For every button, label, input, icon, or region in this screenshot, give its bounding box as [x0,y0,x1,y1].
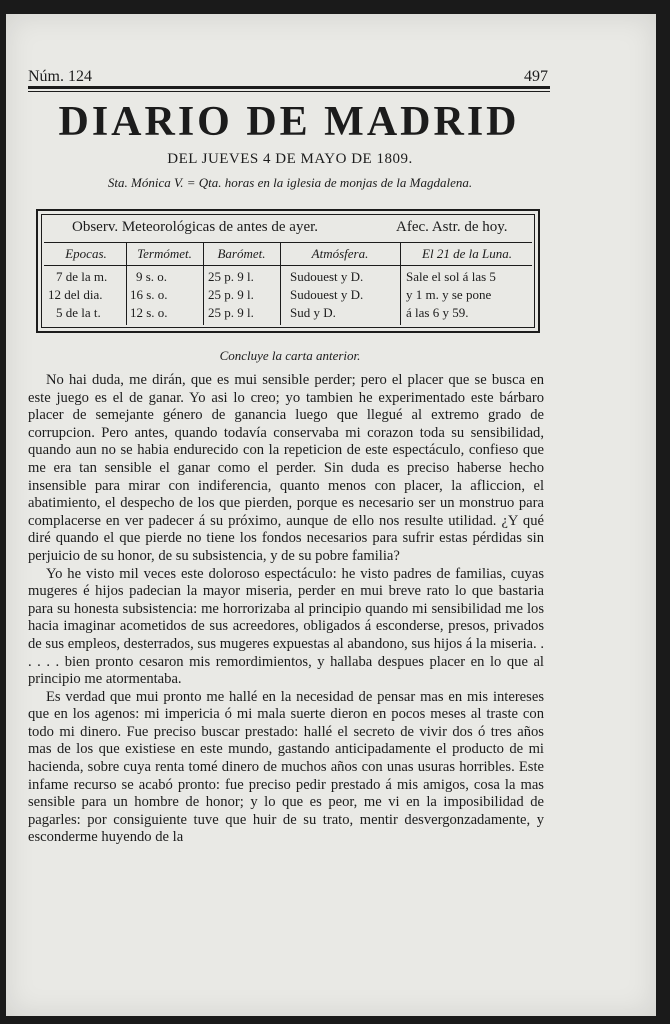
cell-termo: 16 s. o. [130,287,168,302]
col-header-barometro: Barómet. [217,246,266,261]
cell-epoca: 12 del dia. [48,287,103,302]
weather-table [36,209,540,333]
table-rule [44,242,532,243]
cell-atmos: Sudouest y D. [290,287,364,302]
article-body [28,372,544,847]
cell-termo: 9 s. o. [136,269,168,284]
saint-line: Sta. Mónica V. = Qta. horas en la iglesia de monjas de la Magdalena. [107,175,473,190]
col-header-atmosfera: Atmósfera. [311,246,369,261]
article-paragraph: No hai duda, me dirán, que es mui sensible perder; pero el placer que se busca en este juego es el de ganar. Yo asi lo creo; yo tambien he experimentado este bárbaro placer de semejante género de ganancia luego que llegué al extremo grado de corrupcion. Pero antes, quando todavía conservaba mi corazon toda su sensibilidad, quando aun no se habia endurecido con la repeticion de este espectáculo, confieso que me era tan sensible el ganar como el perder. Sin duda es preciso haberse hecho insensible para mirar con indiferencia, quanto menos con placer, la afliccion, el abatimiento, el despecho de los que pierden, porque es necesario ser un monstruo para complacerse en ver padecer á su próximo, aunque de ello nos resulte utilidad. ¿Y qué diré quando el que pierde no tiene los fondos necesarios para sufrir estas pérdidas sin perjuicio de su honor, de su subsistencia, y de su pobre familia? [28,372,544,564]
cell-baro: 25 p. 9 l. [208,269,254,284]
cell-luna: Sale el sol á las 5 [406,269,496,284]
cell-baro: 25 p. 9 l. [208,305,254,320]
col-header-epocas: Epocas. [65,246,107,261]
weather-heading: Observ. Meteorológicas de antes de ayer. [72,219,319,235]
article-subtitle: Concluye la carta anterior. [219,348,361,363]
cell-atmos: Sud y D. [290,305,336,320]
cell-luna: y 1 m. y se pone [406,287,492,302]
cell-epoca: 5 de la t. [56,305,101,320]
masthead-title: DIARIO DE MADRID [58,99,520,145]
dateline: DEL JUEVES 4 DE MAYO DE 1809. [167,151,413,167]
table-rule [44,265,532,266]
col-header-luna: El 21 de la Luna. [422,246,512,261]
issue-number: Núm. 124 [28,68,92,85]
page-number: 497 [524,68,548,85]
article-paragraph: Es verdad que mui pronto me hallé en la necesidad de pensar mas en mis intereses que en los agenos: mi impericia ó mi mala suerte dieron en pocos meses al traste con todo mi dinero. Fue preciso buscar prestado: hallé el secreto de vivir dos ó tres años mas de los que existiese en este mundo, gastando anticipadamente el producto de mi hacienda, sobre cuya renta tomé dinero de muchos años con unas usuras horribles. Este infame recurso se acabó pronto: fue preciso pedir prestado á mis amigos, cosa la mas sensible para un hombre de honor; y lo que es peor, me vi en la imposibilidad de pagarles: por consiguiente tuve que huir de su trato, mentir desvergonzadamente, y esconderme huyendo de la [28,688,544,846]
cell-baro: 25 p. 9 l. [208,287,254,302]
header-rule-thin [28,91,550,92]
cell-atmos: Sudouest y D. [290,269,364,284]
header-rule-thick [28,86,550,89]
cell-termo: 12 s. o. [130,305,168,320]
cell-epoca: 7 de la m. [56,269,108,284]
cell-luna: á las 6 y 59. [406,305,469,320]
astro-heading: Afec. Astr. de hoy. [396,219,508,235]
article-paragraph: Yo he visto mil veces este doloroso espectáculo: he visto padres de familias, cuyas mugeres é hijos padecian la mayor miseria, perder en mui breve rato lo que bastaria para su honesta subsistencia: me horrorizaba al principio quando mi sensibilidad me los hacia imaginar acometidos de sus acreedores, obligados á esconderse, presos, privados de sus empleos, desterrados, sus mugeres expuestas al abandono, sus hijos á la miseria. . . . . . bien pronto cesaron mis remordimientos, y hallaba despues placer en lo que al principio me atormentaba. [28,565,544,688]
col-header-termometro: Termómet. [137,246,192,261]
